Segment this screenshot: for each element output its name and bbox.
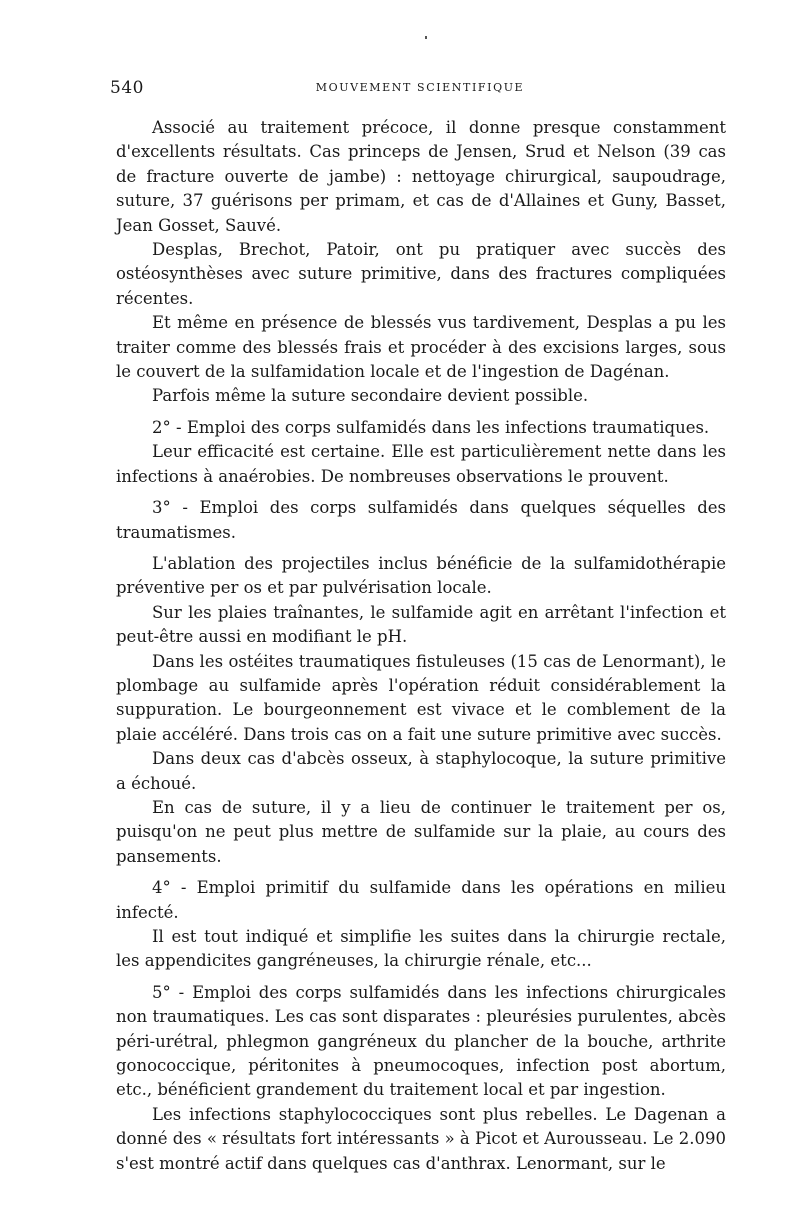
paragraph: Parfois même la suture secondaire devient possible. bbox=[152, 386, 589, 406]
section-heading-paragraph: 4° - Emploi primitif du sulfamide dans les opérations en milieu infecté. bbox=[116, 878, 726, 922]
page-number: 540 bbox=[110, 78, 144, 98]
section-heading-paragraph: 2° - Emploi des corps sulfamidés dans les infections traumatiques. bbox=[152, 417, 710, 437]
paragraph: Dans deux cas d'abcès osseux, à staphylocoque, la suture primitive a échoué. bbox=[116, 749, 726, 793]
paragraph: En cas de suture, il y a lieu de continuer le traitement per os, puisqu'on ne peut plus mettre de sulfamide sur la plaie, au cours des pansements. bbox=[116, 797, 726, 866]
paragraph: Et même en présence de blessés vus tardivement, Desplas a pu les traiter comme des blessés frais et procéder à des excisions larges, sous le couvert de la sulfamidation locale et de l'ingestion de Dagénan. bbox=[116, 313, 726, 382]
section-heading-paragraph: 5° - Emploi des corps sulfamidés dans les infections chirurgicales non traumatiques. Les cas sont disparates : pleurésies purulentes, abcès péri-urétral, phlegmon gangréneux du plancher de la bouche, arthrite gonococcique, péritonites à pneumocoques, infection post abortum, etc., bénéficient grandement du traitement local et par ingestion. bbox=[116, 982, 726, 1100]
speck-mark bbox=[425, 36, 427, 39]
section-heading-paragraph: 3° - Emploi des corps sulfamidés dans quelques séquelles des traumatismes. bbox=[116, 498, 726, 542]
paragraph: Leur efficacité est certaine. Elle est particulièrement nette dans les infections à anaérobies. De nombreuses observations le prouvent. bbox=[116, 442, 726, 486]
running-head: MOUVEMENT SCIENTIFIQUE bbox=[315, 81, 525, 94]
paragraph: Desplas, Brechot, Patoir, ont pu pratiquer avec succès des ostéosynthèses avec suture primitive, dans des fractures compliquées récentes. bbox=[116, 240, 726, 308]
paragraph: Dans les ostéites traumatiques fistuleuses (15 cas de Lenormant), le plombage au sulfamide après l'opération réduit considérablement la suppuration. Le bourgeonnement est vivace et le comblement de la plaie accéléré. Dans trois cas on a fait une suture primitive avec succès. bbox=[116, 651, 726, 744]
paragraph: Associé au traitement précoce, il donne presque constamment d'excellents résultats. Cas princeps de Jensen, Srud et Nelson (39 cas de fracture ouverte de jambe) : nettoyage chirurgical, saupoudrage, suture, 37 guérisons per primam, et cas de d'Allaines et Guny, Basset, Jean Gosset, Sauvé. bbox=[116, 118, 726, 235]
paragraph: Il est tout indiqué et simplifie les suites dans la chirurgie rectale, les appendicites gangréneuses, la chirurgie rénale, etc... bbox=[116, 927, 726, 971]
paragraph: L'ablation des projectiles inclus bénéficie de la sulfamidothérapie préventive per os et par pulvérisation locale. bbox=[116, 553, 726, 598]
paragraph: Sur les plaies traînantes, le sulfamide agit en arrêtant l'infection et peut-être aussi en modifiant le pH. bbox=[116, 602, 726, 647]
page-header bbox=[110, 78, 730, 100]
paragraph: Les infections staphylococciques sont plus rebelles. Le Dagenan a donné des « résultats fort intéressants » à Picot et Aurousseau. Le 2.090 s'est montré actif dans quelques cas d'anthrax. Lenormant, sur le bbox=[116, 1104, 726, 1173]
body-text bbox=[116, 116, 726, 1176]
